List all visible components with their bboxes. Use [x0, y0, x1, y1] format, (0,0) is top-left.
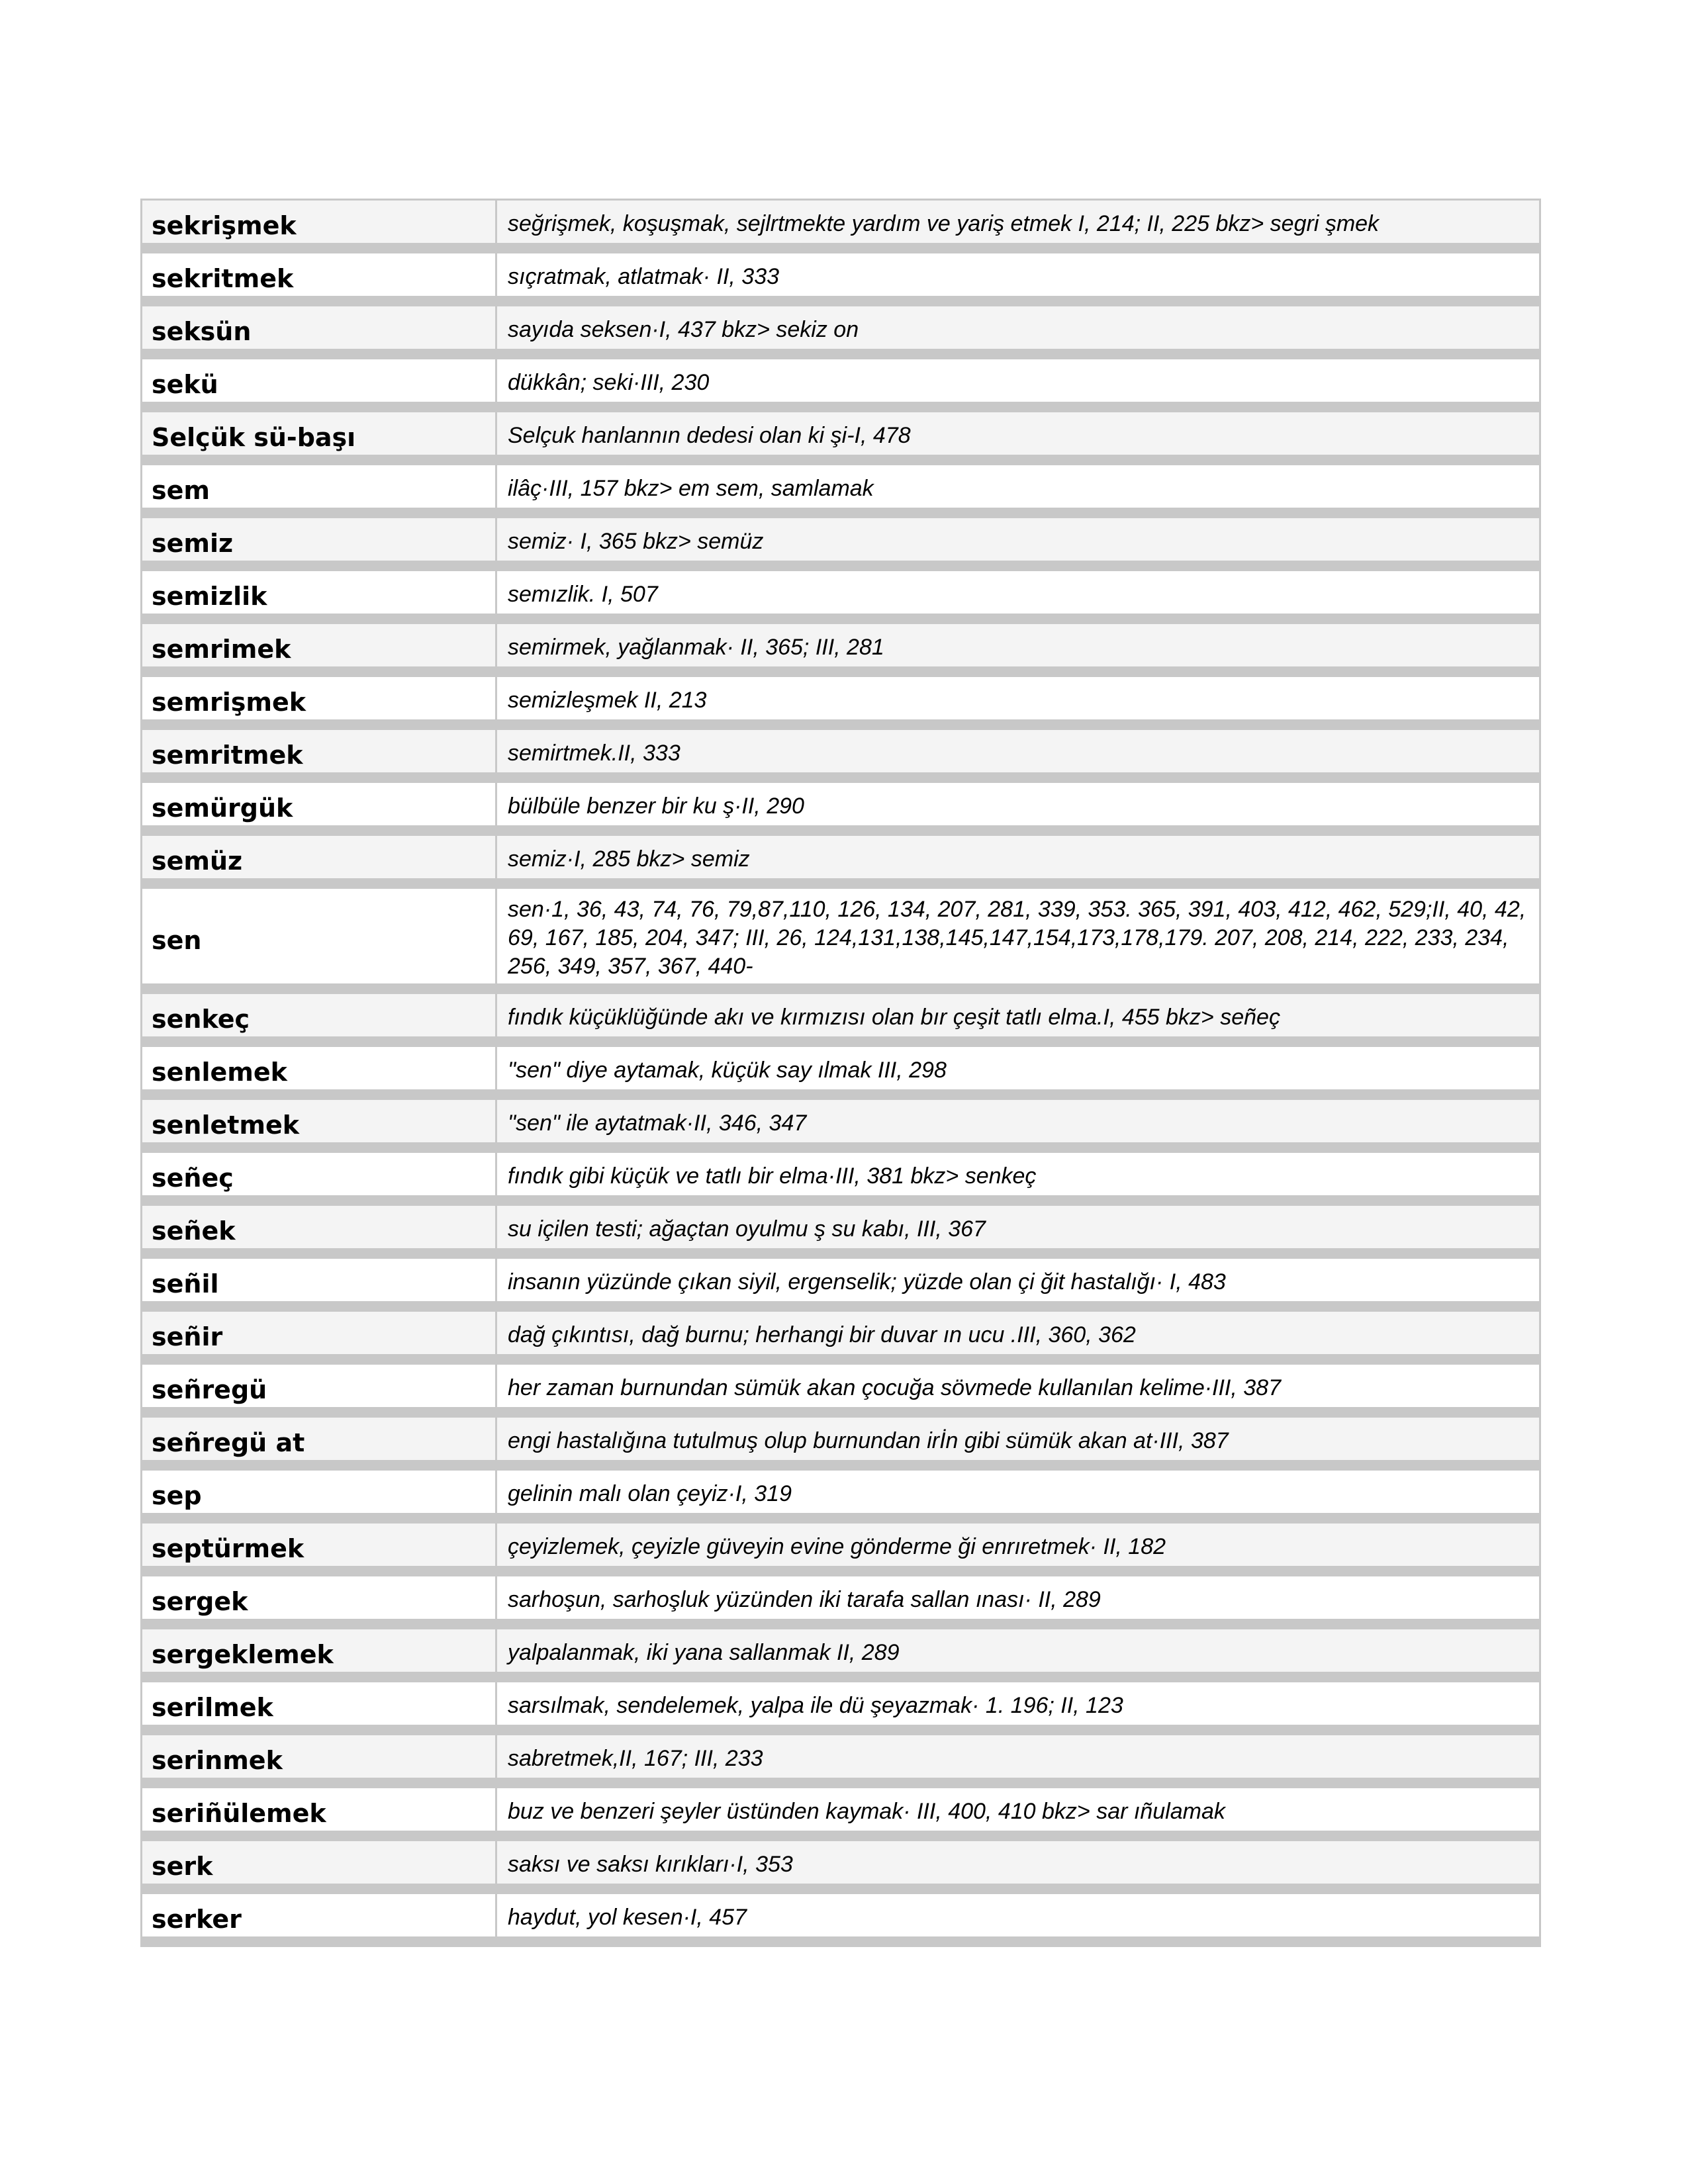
- entry-term: semiz: [142, 518, 497, 561]
- entry-definition: semiz· I, 365 bkz> semüz: [497, 518, 1539, 561]
- table-row: [142, 1418, 1539, 1471]
- table-row: [142, 253, 1539, 306]
- entry-definition: yalpalanmak, iki yana sallanmak II, 289: [497, 1629, 1539, 1672]
- entry-definition: her zaman burnundan sümük akan çocuğa sövmede kullanılan kelime·III, 387: [508, 1375, 1282, 1400]
- entry-term: semrişmek: [142, 677, 497, 719]
- table-row: [142, 359, 1539, 412]
- entry-term: semrimek: [142, 624, 497, 666]
- table-row: [142, 1576, 1539, 1629]
- entry-term: sekü: [142, 359, 497, 402]
- table-row: [142, 1100, 1539, 1153]
- entry-definition: sen·1, 36, 43, 74, 76, 79,87,110, 126, 134, 207, 281, 339, 353. 365, 391, 403, 412, 462, 529;II, 40, 42, 69, 167, 185, 204, 347; III, 26, 124,131,138,145,147,154,173,178,179. 207, 208, 214, 222, 233, 234, 256, 349, 357, 367, 440-: [508, 897, 1526, 979]
- table-row: [142, 306, 1539, 359]
- entry-term: sergek: [142, 1576, 497, 1619]
- entry-definition: sarhoşun, sarhoşluk yüzünden iki tarafa sallan ınası· II, 289: [508, 1586, 1101, 1612]
- entry-definition: "sen" diye aytamak, küçük say ılmak III, 298: [508, 1057, 947, 1083]
- table-row: [142, 1524, 1539, 1576]
- table-row: [142, 518, 1539, 571]
- table-row: [142, 836, 1539, 889]
- table-row: [142, 1788, 1539, 1841]
- entry-term: señek: [142, 1206, 497, 1248]
- entry-definition: engi hastalığına tutulmuş olup burnundan irİn gibi sümük akan at·III, 387: [497, 1418, 1539, 1460]
- entry-definition: çeyizlemek, çeyizle güveyin evine gönderme ği enrıretmek· II, 182: [497, 1524, 1539, 1566]
- table-row: [142, 730, 1539, 783]
- entry-term: semizlik: [142, 571, 497, 614]
- entry-definition: su içilen testi; ağaçtan oyulmu ş su kabı, III, 367: [497, 1206, 1539, 1248]
- entry-definition: semizleşmek II, 213: [508, 687, 707, 713]
- table-row: [142, 1047, 1539, 1100]
- table-row: [142, 1841, 1539, 1894]
- entry-term: senlemek: [142, 1047, 497, 1089]
- entry-definition: sıçratmak, atlatmak· II, 333: [508, 263, 780, 289]
- entry-definition: sarsılmak, sendelemek, yalpa ile dü şeyazmak· 1. 196; II, 123: [508, 1692, 1123, 1718]
- entry-definition: semirtmek.II, 333: [497, 730, 1539, 772]
- entry-definition: semirmek, yağlanmak· II, 365; III, 281: [497, 624, 1539, 666]
- table-row: [142, 1735, 1539, 1788]
- table-row: [142, 465, 1539, 518]
- entry-term: sekritmek: [142, 253, 497, 296]
- table-row: [142, 889, 1539, 994]
- entry-term: semritmek: [142, 730, 497, 772]
- entry-definition: dağ çıkıntısı, dağ burnu; herhangi bir duvar ın ucu .III, 360, 362: [497, 1312, 1539, 1354]
- entry-term: señir: [142, 1312, 497, 1354]
- entry-term: septürmek: [142, 1524, 497, 1566]
- table-row: [142, 1682, 1539, 1735]
- entry-term: sem: [142, 465, 497, 508]
- table-row: [142, 994, 1539, 1047]
- entry-term: seriñülemek: [142, 1788, 497, 1831]
- entry-definition: Selçuk hanlannın dedesi olan ki şi-I, 478: [497, 412, 1539, 455]
- entry-term: señregü: [142, 1365, 497, 1407]
- entry-definition: gelinin malı olan çeyiz·I, 319: [508, 1480, 792, 1506]
- table-row: [142, 1259, 1539, 1312]
- table-row: [142, 1471, 1539, 1524]
- entry-definition: semiz·I, 285 bkz> semiz: [497, 836, 1539, 878]
- entry-term: señil: [142, 1259, 497, 1301]
- entry-definition: fındık küçüklüğünde akı ve kırmızısı olan bır çeşit tatlı elma.I, 455 bkz> señeç: [497, 994, 1539, 1036]
- entry-definition: fındık gibi küçük ve tatlı bir elma·III, 381 bkz> senkeç: [508, 1163, 1037, 1189]
- entry-term: serilmek: [142, 1682, 497, 1725]
- table-row: [142, 201, 1539, 253]
- entry-term: senkeç: [142, 994, 497, 1036]
- entry-definition: bülbüle benzer bir ku ş·II, 290: [508, 793, 804, 819]
- entry-definition: insanın yüzünde çıkan siyil, ergenselik; yüzde olan çi ğit hastalığı· I, 483: [508, 1269, 1226, 1295]
- table-row: [142, 1365, 1539, 1418]
- entry-term: Selçük sü-başı: [142, 412, 497, 455]
- entry-term: seksün: [142, 306, 497, 349]
- entry-definition: sayıda seksen·I, 437 bkz> sekiz on: [497, 306, 1539, 349]
- entry-term: serinmek: [142, 1735, 497, 1778]
- entry-definition: ilâç·III, 157 bkz> em sem, samlamak: [508, 475, 874, 501]
- table-row: [142, 1312, 1539, 1365]
- entry-definition: dükkân; seki·III, 230: [508, 369, 710, 395]
- entry-term: semürgük: [142, 783, 497, 825]
- table-row: [142, 677, 1539, 730]
- entry-definition: haydut, yol kesen·I, 457: [508, 1904, 747, 1930]
- table-row: [142, 412, 1539, 465]
- entry-definition: seğrişmek, koşuşmak, sejlrtmekte yardım ve yariş etmek I, 214; II, 225 bkz> segri şmek: [497, 201, 1539, 243]
- entry-term: sep: [142, 1471, 497, 1513]
- table-row: [142, 1206, 1539, 1259]
- entry-term: sen: [142, 889, 497, 983]
- entry-definition: sabretmek,II, 167; III, 233: [497, 1735, 1539, 1778]
- entry-term: señeç: [142, 1153, 497, 1195]
- entry-term: señregü at: [142, 1418, 497, 1460]
- entry-term: senletmek: [142, 1100, 497, 1142]
- entry-term: sergeklemek: [142, 1629, 497, 1672]
- table-row: [142, 1629, 1539, 1682]
- table-row: [142, 571, 1539, 624]
- entry-term: serk: [142, 1841, 497, 1884]
- entry-definition: saksı ve saksı kırıkları·I, 353: [497, 1841, 1539, 1884]
- dictionary-table: [140, 199, 1541, 1947]
- table-row: [142, 783, 1539, 836]
- table-row: [142, 1894, 1539, 1947]
- table-row: [142, 624, 1539, 677]
- entry-definition: "sen" ile aytatmak·II, 346, 347: [497, 1100, 1539, 1142]
- entry-term: semüz: [142, 836, 497, 878]
- entry-definition: buz ve benzeri şeyler üstünden kaymak· III, 400, 410 bkz> sar ıñulamak: [508, 1798, 1225, 1824]
- entry-term: sekrişmek: [142, 201, 497, 243]
- entry-term: serker: [142, 1894, 497, 1936]
- entry-definition: semızlik. I, 507: [508, 581, 658, 607]
- table-row: [142, 1153, 1539, 1206]
